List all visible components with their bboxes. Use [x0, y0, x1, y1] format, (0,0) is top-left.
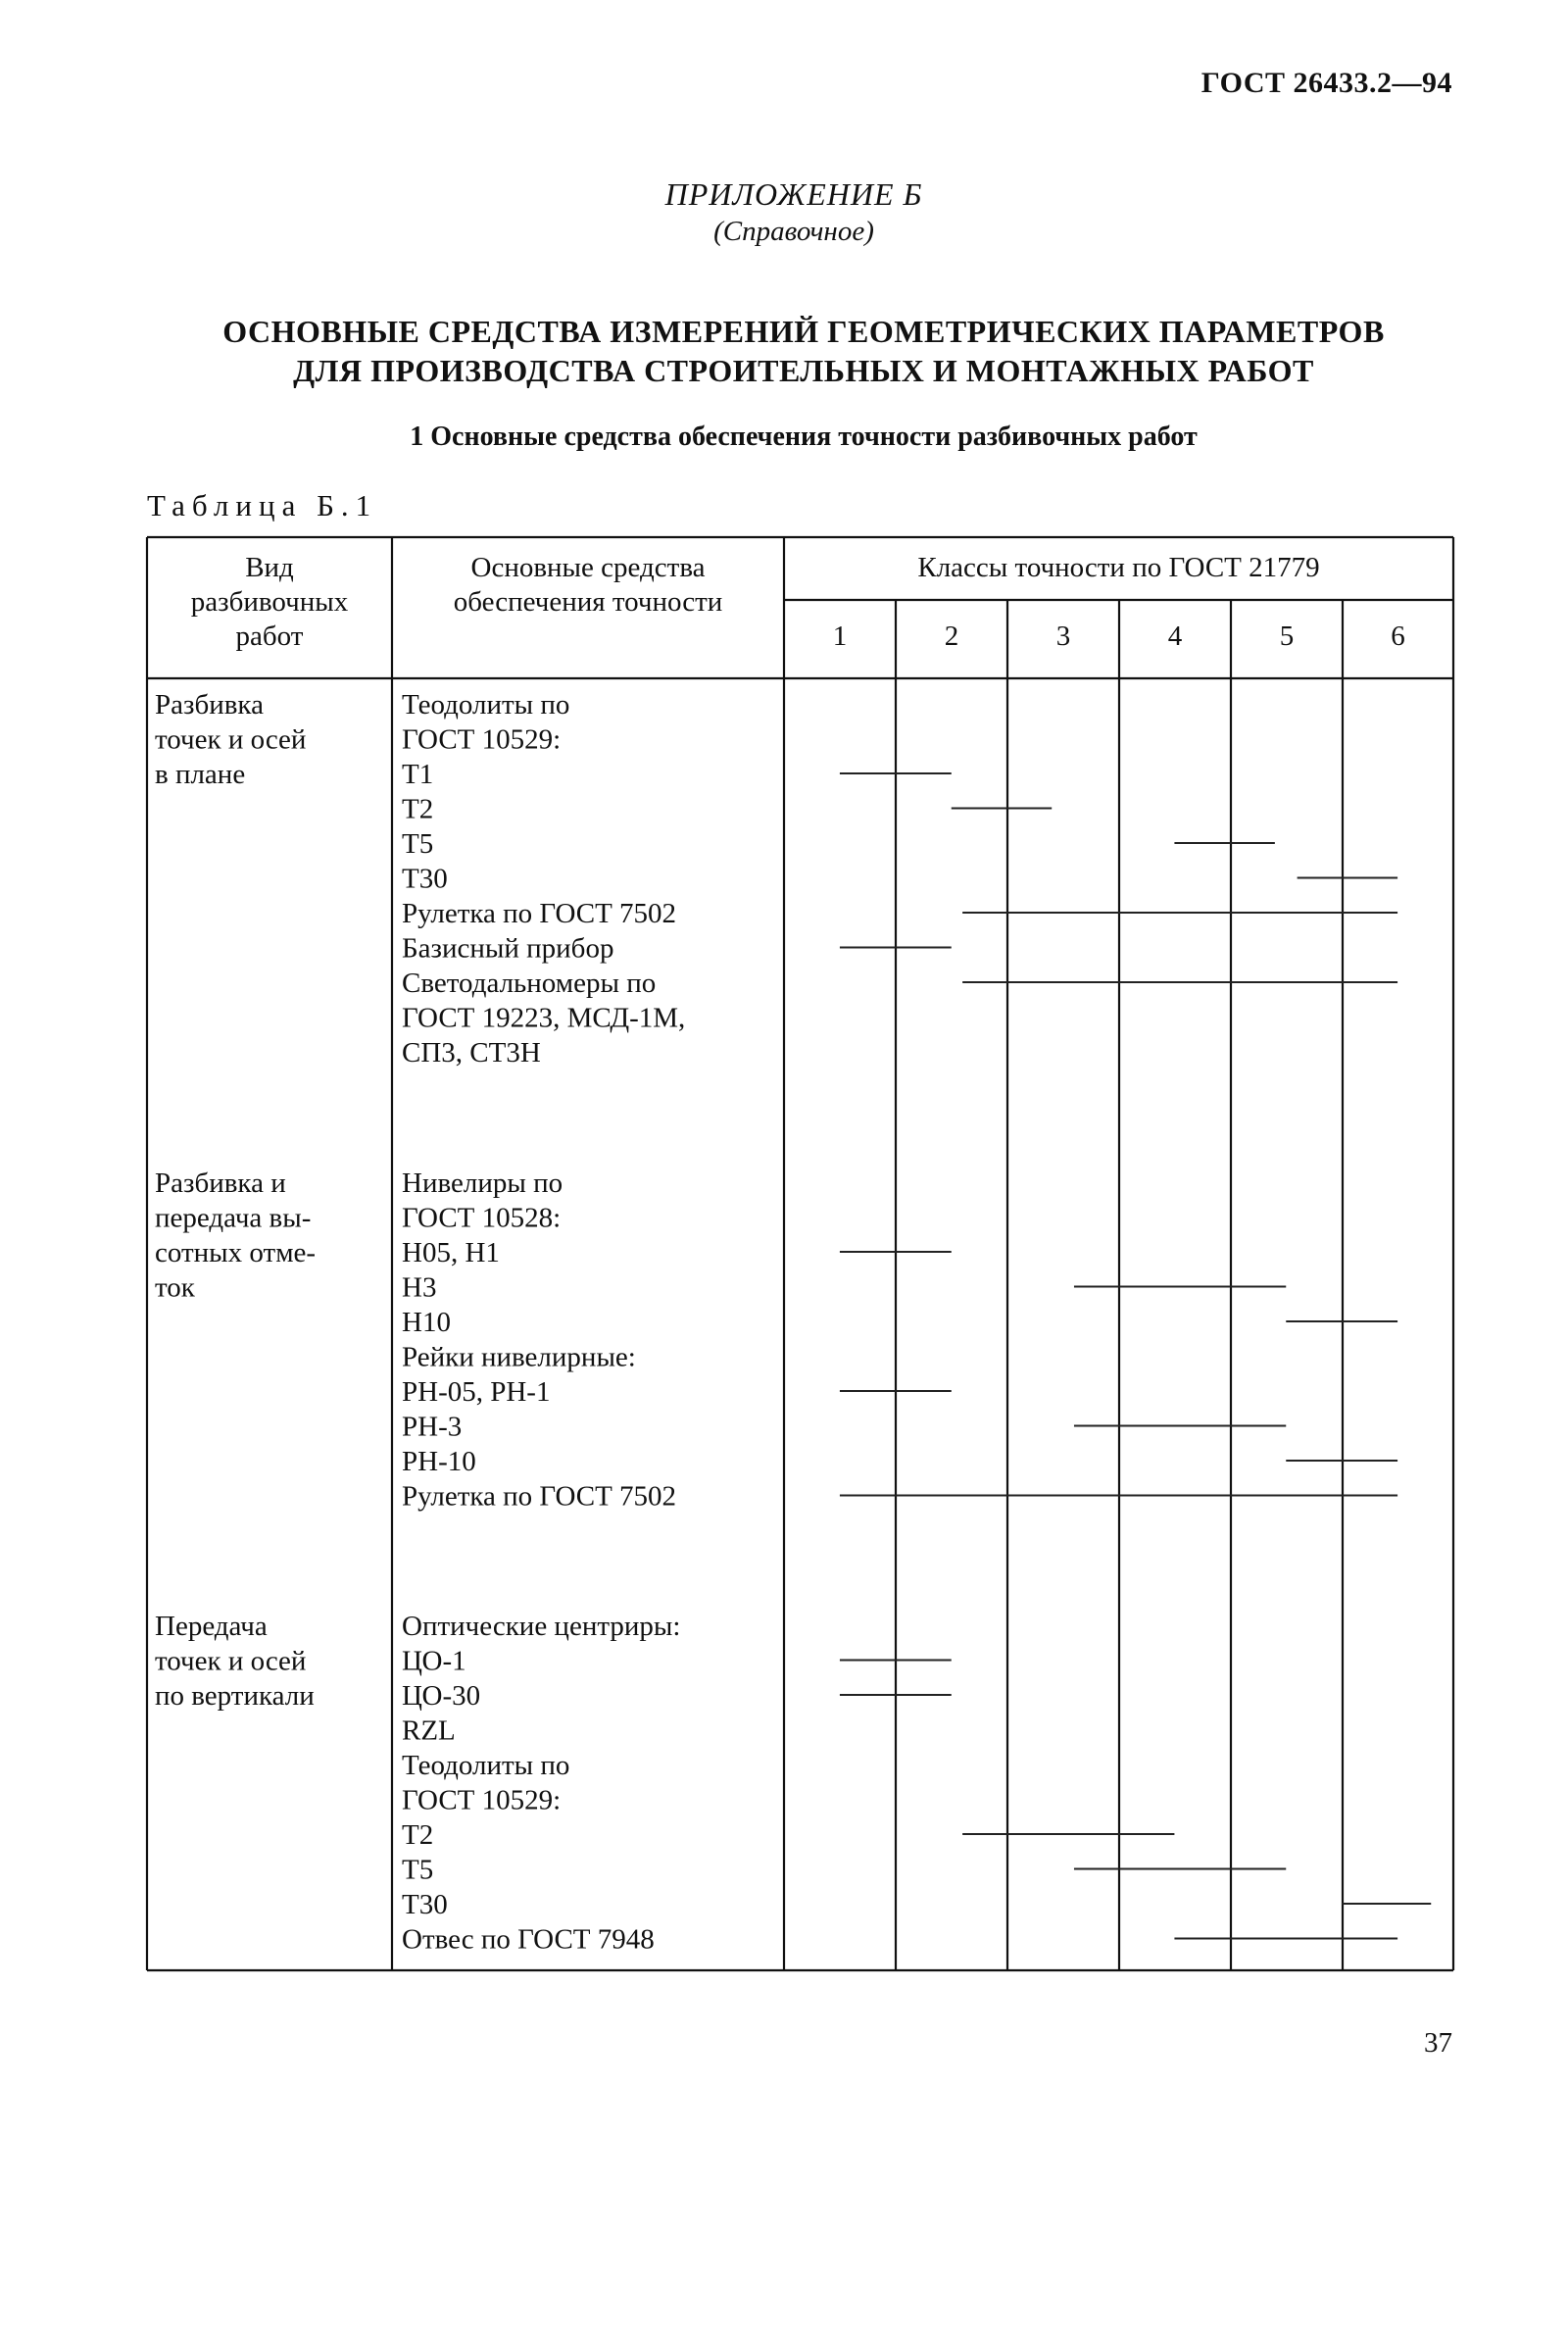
measuring-means-item: Т5	[402, 828, 434, 860]
measuring-means-item: Теодолиты по	[402, 689, 570, 720]
header-class-number: 4	[1167, 621, 1183, 652]
work-kind-label: Разбивка	[155, 689, 264, 720]
work-kind-label: ток	[155, 1271, 195, 1304]
measuring-means-item: Н10	[402, 1307, 451, 1338]
table-label: Таблица Б.1	[147, 488, 378, 522]
header-means: обеспечения точности	[453, 586, 723, 618]
appendix-title: ПРИЛОЖЕНИЕ Б	[664, 176, 923, 212]
measuring-means-item: Базисный прибор	[402, 932, 614, 965]
measuring-means-item: Т2	[402, 1819, 434, 1851]
section-title: 1 Основные средства обеспечения точности разбивочных работ	[410, 422, 1198, 452]
header-class-number: 1	[832, 621, 848, 652]
measuring-means-item: Т30	[402, 863, 448, 895]
header-class-number: 6	[1391, 621, 1405, 652]
work-kind-label: Разбивка и	[155, 1168, 286, 1199]
header-kind-of-work: работ	[235, 621, 304, 652]
header-means: Основные средства	[470, 552, 706, 583]
measuring-means-item: ЦО-1	[402, 1645, 466, 1677]
main-title-line: ОСНОВНЫЕ СРЕДСТВА ИЗМЕРЕНИЙ ГЕОМЕТРИЧЕСКИХ ПАРАМЕТРОВ	[222, 314, 1385, 349]
appendix-note: (Справочное)	[713, 216, 874, 247]
header-class-number: 3	[1055, 621, 1071, 652]
measuring-means-item: РН-05, РН-1	[402, 1376, 551, 1408]
measuring-means-item: ГОСТ 10529:	[402, 723, 562, 756]
measuring-means-item: RZL	[402, 1714, 456, 1747]
work-kind-label: передача вы-	[155, 1202, 312, 1234]
measuring-means-item: ГОСТ 10528:	[402, 1202, 562, 1234]
standard-code: ГОСТ 26433.2—94	[1200, 67, 1452, 99]
measuring-means-item: Оптические центриры:	[402, 1611, 681, 1642]
header-classes-title: Классы точности по ГОСТ 21779	[917, 552, 1320, 583]
measuring-means-item: Нивелиры по	[402, 1168, 564, 1199]
measuring-means-item: РН-10	[402, 1446, 476, 1477]
measuring-means-item: Т2	[402, 793, 434, 825]
measuring-means-item: Рейки нивелирные:	[402, 1341, 636, 1373]
work-kind-label: точек и осей	[155, 723, 307, 756]
work-kind-label: сотных отме-	[155, 1237, 317, 1268]
work-kind-label: точек и осей	[155, 1645, 307, 1677]
header-kind-of-work: разбивочных	[190, 586, 349, 618]
measuring-means-item: Отвес по ГОСТ 7948	[402, 1923, 655, 1956]
measuring-means-item: ГОСТ 10529:	[402, 1784, 562, 1816]
measuring-means-item: ГОСТ 19223, МСД-1М,	[402, 1002, 686, 1034]
measuring-means-item: Светодальномеры по	[402, 968, 657, 999]
page-number: 37	[1424, 2027, 1452, 2059]
measuring-means-item: Теодолиты по	[402, 1750, 570, 1781]
measuring-means-item: РН-3	[402, 1411, 463, 1443]
measuring-means-item: ЦО-30	[402, 1680, 481, 1712]
header-kind-of-work: Вид	[245, 552, 294, 583]
work-kind-label: по вертикали	[155, 1680, 315, 1712]
work-kind-label: Передача	[155, 1611, 268, 1642]
measuring-means-item: Рулетка по ГОСТ 7502	[402, 1480, 677, 1513]
measuring-means-item: Т1	[402, 759, 434, 790]
measuring-means-item: Н05, Н1	[402, 1237, 500, 1268]
measuring-means-item: Н3	[402, 1271, 437, 1304]
measuring-means-item: Т5	[402, 1854, 434, 1886]
header-class-number: 5	[1279, 621, 1295, 652]
header-class-number: 2	[944, 621, 959, 652]
measuring-means-item: Т30	[402, 1889, 448, 1920]
work-kind-label: в плане	[155, 759, 246, 790]
measuring-means-item: СП3, СТ3Н	[402, 1037, 541, 1068]
main-title-line: ДЛЯ ПРОИЗВОДСТВА СТРОИТЕЛЬНЫХ И МОНТАЖНЫХ РАБОТ	[293, 353, 1314, 388]
measuring-means-item: Рулетка по ГОСТ 7502	[402, 898, 677, 929]
